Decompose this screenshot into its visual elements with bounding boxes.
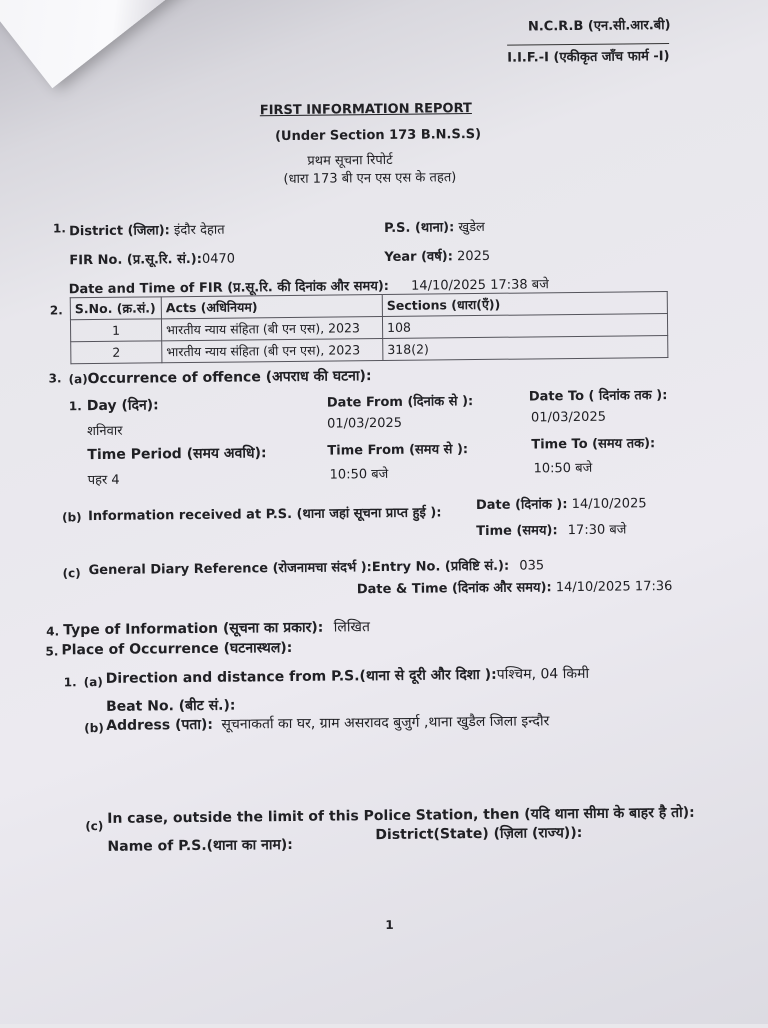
date-to-label: Date To ( दिनांक तक ): xyxy=(528,388,668,405)
info-type-label: Type of Information (सूचना का प्रकार): xyxy=(63,619,324,639)
header-sections: Sections (धारा(एँ)) xyxy=(382,292,667,317)
info-date-value: 14/10/2025 xyxy=(571,496,647,513)
report-title: FIRST INFORMATION REPORT xyxy=(259,101,472,119)
header-sno: S.No. (क्र.सं.) xyxy=(70,297,161,320)
report-section: (Under Section 173 B.N.S.S) xyxy=(274,126,482,145)
fir-datetime-label: Date and Time of FIR (प्र.सू.रि. की दिनांक और समय): xyxy=(68,278,390,298)
time-from-value: 10:50 बजे xyxy=(329,466,389,483)
row-section: 318(2) xyxy=(383,336,668,361)
item3-sub-number: 1. xyxy=(68,399,82,414)
fir-row xyxy=(69,249,235,269)
ps-value: खुडेल xyxy=(458,219,485,236)
row-act: भारतीय न्याय संहिता (बी एन एस), 2023 xyxy=(162,339,383,363)
date-from-value: 01/03/2025 xyxy=(326,415,403,432)
address-row xyxy=(106,711,549,735)
info-type-value: लिखित xyxy=(333,619,371,636)
diary-label: General Diary Reference (रोजनामचा संदर्भ ):Entry No. (प्रविष्टि सं.): xyxy=(88,558,510,579)
diary-datetime-row xyxy=(357,576,673,597)
year-value: 2025 xyxy=(456,248,491,265)
item3-c-marker: (c) xyxy=(62,566,81,581)
time-to-label: Time To (समय तक): xyxy=(531,436,656,453)
place-label: Place of Occurrence (घटनास्थल): xyxy=(61,639,293,659)
beat-label: Beat No. (बीट सं.): xyxy=(105,697,236,715)
report-section-hindi: (धारा 173 बी एन एस एस के तहत) xyxy=(283,170,457,188)
row-sno: 2 xyxy=(71,341,162,364)
report-title-hindi: प्रथम सूचना रिपोर्ट xyxy=(307,152,393,169)
year-row xyxy=(384,246,490,265)
day-value: शनिवार xyxy=(87,423,123,440)
info-time-row xyxy=(476,519,626,539)
iif-header: I.I.F.-I (एकीकृत जाँच फार्म -I) xyxy=(507,43,669,66)
acts-table xyxy=(70,291,669,364)
time-to-value: 10:50 बजे xyxy=(533,460,593,477)
info-date-label: Date (दिनांक ): xyxy=(475,497,568,514)
year-label: Year (वर्ष): xyxy=(384,249,453,265)
ps-label: P.S. (थाना): xyxy=(383,220,455,236)
date-from-label: Date From (दिनांक से ): xyxy=(326,394,474,411)
direction-value: पश्चिम, 04 किमी xyxy=(496,665,590,683)
time-period-label: Time Period (समय अवधि): xyxy=(87,445,267,464)
info-time-label: Time (समय): xyxy=(476,523,558,540)
district-state-label: District(State) (ज़िला (राज्य)): xyxy=(375,824,583,844)
item5-b-marker: (b) xyxy=(84,720,104,736)
time-from-label: Time From (समय से ): xyxy=(327,442,469,459)
info-received-label: Information received at P.S. (थाना जहां सूचना प्राप्त हुई ): xyxy=(87,505,442,525)
item3-number: 3. xyxy=(48,371,62,386)
direction-label: Direction and distance from P.S.(थाना से दूरी और दिशा ): xyxy=(105,666,497,687)
ncrb-header: N.C.R.B (एन.सी.आर.बी) xyxy=(527,17,671,35)
outside-limit-label: In case, outside the limit of this Police Station, then (यदि थाना सीमा के बाहर है तो): xyxy=(107,804,695,827)
row-act: भारतीय न्याय संहिता (बी एन एस), 2023 xyxy=(161,317,382,341)
row-section: 108 xyxy=(382,314,667,339)
info-time-value: 17:30 बजे xyxy=(567,522,627,539)
header-acts: Acts (अधिनियम) xyxy=(161,295,382,319)
district-row xyxy=(69,220,225,240)
district-value: इंदौर देहात xyxy=(173,222,225,239)
direction-row xyxy=(106,664,590,688)
diary-datetime-value: 14/10/2025 17:36 xyxy=(555,578,673,596)
item5-a-marker: (a) xyxy=(83,674,103,690)
item5-sub-number: 1. xyxy=(63,675,77,690)
row-sno: 1 xyxy=(70,319,161,342)
item1-number: 1. xyxy=(52,221,67,236)
item2-number: 2. xyxy=(49,303,63,318)
day-label: Day (दिन): xyxy=(86,397,159,415)
district-label: District (जिला): xyxy=(68,223,170,240)
item5-number: 5. xyxy=(45,644,59,659)
ps-row xyxy=(384,217,485,236)
diary-row xyxy=(88,555,544,578)
diary-datetime-label: Date & Time (दिनांक और समय): xyxy=(356,580,552,598)
diary-entry-value: 035 xyxy=(519,558,545,574)
address-label: Address (पता): xyxy=(106,716,214,734)
time-period-value: पहर 4 xyxy=(87,472,120,489)
occurrence-label: Occurrence of offence (अपराध की घटना): xyxy=(87,368,372,388)
date-to-value: 01/03/2025 xyxy=(530,409,607,426)
item5-c-marker: (c) xyxy=(85,818,104,834)
item3-a-marker: (a) xyxy=(68,372,88,387)
item3-b-marker: (b) xyxy=(61,510,82,525)
page-number: 1 xyxy=(385,917,394,933)
fir-value: 0470 xyxy=(201,251,236,267)
info-date-row xyxy=(476,493,647,513)
fir-label: FIR No. (प्र.सू.रि. सं.): xyxy=(69,251,202,269)
item4-number: 4. xyxy=(46,624,60,639)
ps-name-label: Name of P.S.(थाना का नाम): xyxy=(107,836,293,855)
address-value: सूचनाकर्ता का घर, ग्राम असरावद बुजुर्ग ,थाना खुडैल जिला इन्दौर xyxy=(221,713,550,733)
fir-datetime-value: 14/10/2025 17:38 बजे xyxy=(411,277,549,294)
info-type-row xyxy=(63,617,370,639)
